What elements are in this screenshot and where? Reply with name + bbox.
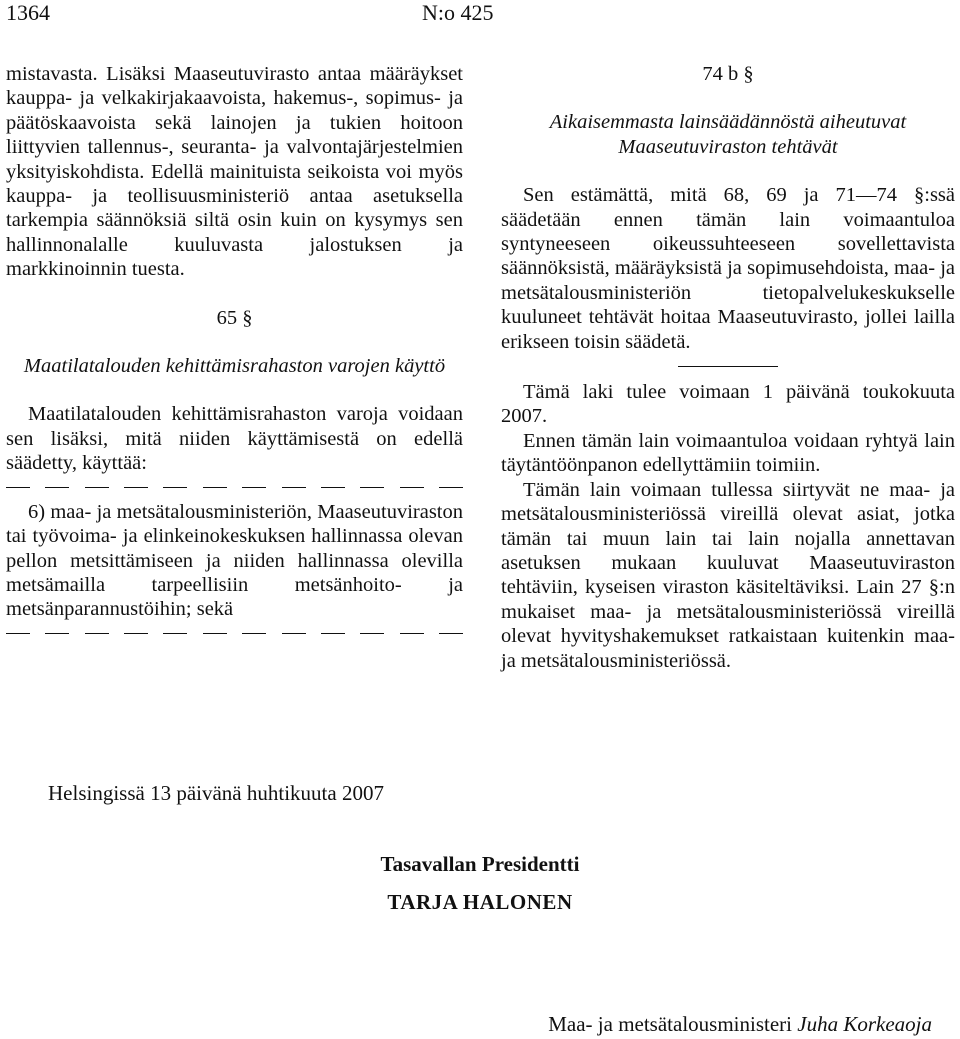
section-74b-paragraph: Sen estämättä, mitä 68, 69 ja 71—74 §:ssä säädetään ennen tämän lain voimaantuloa syntyneeseen oikeussuhteeseen sovellettavista säännöksistä, määräyksistä ja sopimusehdoista, maa- ja metsätalousministeriön tietopalvelukeskukselle kuuluneet tehtävät hoitaa Maaseutuvirasto, jollei lailla erikseen toisin säädetä. bbox=[501, 184, 955, 353]
right-column bbox=[501, 62, 955, 673]
intro-paragraph: mistavasta. Lisäksi Maaseutuvirasto antaa määräykset kauppa- ja velkakirjakaavoista, hakemus-, sopimus- ja päätöskaavoista sekä lainojen ja tukien hoitoon liittyvien tallennus-, seuranta- ja valvontajärjestelmien yksityiskohdista. Edellä mainituista seikoista voi myös kauppa- ja teollisuusministeriö antaa asetuksella tarkempia säännöksiä siltä osin kuin on kysymys sen hallinnonalalle kuuluvasta jalostuksen ja markkinoinnin tuesta. bbox=[6, 63, 463, 281]
section-65-title: Maatilatalouden kehittämisrahaston varojen käyttö bbox=[23, 355, 446, 378]
minister-title: Maa- ja metsätalousministeri bbox=[548, 1012, 793, 1036]
section-65-number: 65 § bbox=[216, 306, 253, 329]
page-number: 1364 bbox=[6, 0, 50, 25]
section-65-paragraph: Maatilatalouden kehittämisrahaston varoja voidaan sen lisäksi, mitä niiden käyttämisestä on edellä säädetty, käyttää: bbox=[6, 403, 463, 475]
left-column bbox=[6, 62, 463, 646]
minister-signature bbox=[548, 1012, 932, 1036]
measures-paragraph: Ennen tämän lain voimaantuloa voidaan ryhtyä lain täytäntöönpanon edellyttämiin toimiin. bbox=[501, 429, 955, 477]
president-name: TARJA HALONEN bbox=[387, 890, 573, 914]
transition-paragraph: Tämän lain voimaan tullessa siirtyvät ne maa- ja metsätalousministeriössä vireillä olevat asiat, jotka tämän tai muun lain tai lain nojalla annettavan asetuksen mukaan kuuluvat Maaseutuviraston tehtäviin, kyseisen viraston käsiteltäviksi. Lain 27 §:n mukaiset maa- ja metsätalousministeriössä vireillä olevat hyvityshakemukset ratkaistaan kuitenkin maa- ja metsätalousministeriössä. bbox=[501, 478, 955, 672]
issue-number: N:o 425 bbox=[422, 0, 494, 25]
minister-name: Juha Korkeaoja bbox=[797, 1012, 932, 1036]
omission-dashes bbox=[6, 476, 463, 500]
section-74b-title: Aikaisemmasta lainsäädännöstä aiheutuvat Maaseutuviraston tehtävät bbox=[549, 111, 907, 158]
omission-dashes bbox=[6, 622, 463, 646]
section-74b-number: 74 b § bbox=[702, 63, 754, 85]
separator-rule bbox=[678, 366, 778, 367]
president-title: Tasavallan Presidentti bbox=[380, 852, 580, 876]
entry-into-force-paragraph: Tämä laki tulee voimaan 1 päivänä toukokuuta 2007. bbox=[501, 381, 955, 428]
item-6-paragraph: 6) maa- ja metsätalousministeriön, Maaseutuviraston tai työvoima- ja elinkeinokeskuksen hallinnassa olevan pellon metsittämiseen ja niiden hallinnassa olevilla metsämailla tarpeellisiin metsänhoito- ja metsänparannustöihin; sekä bbox=[6, 500, 463, 621]
place-date: Helsingissä 13 päivänä huhtikuuta 2007 bbox=[48, 781, 384, 805]
